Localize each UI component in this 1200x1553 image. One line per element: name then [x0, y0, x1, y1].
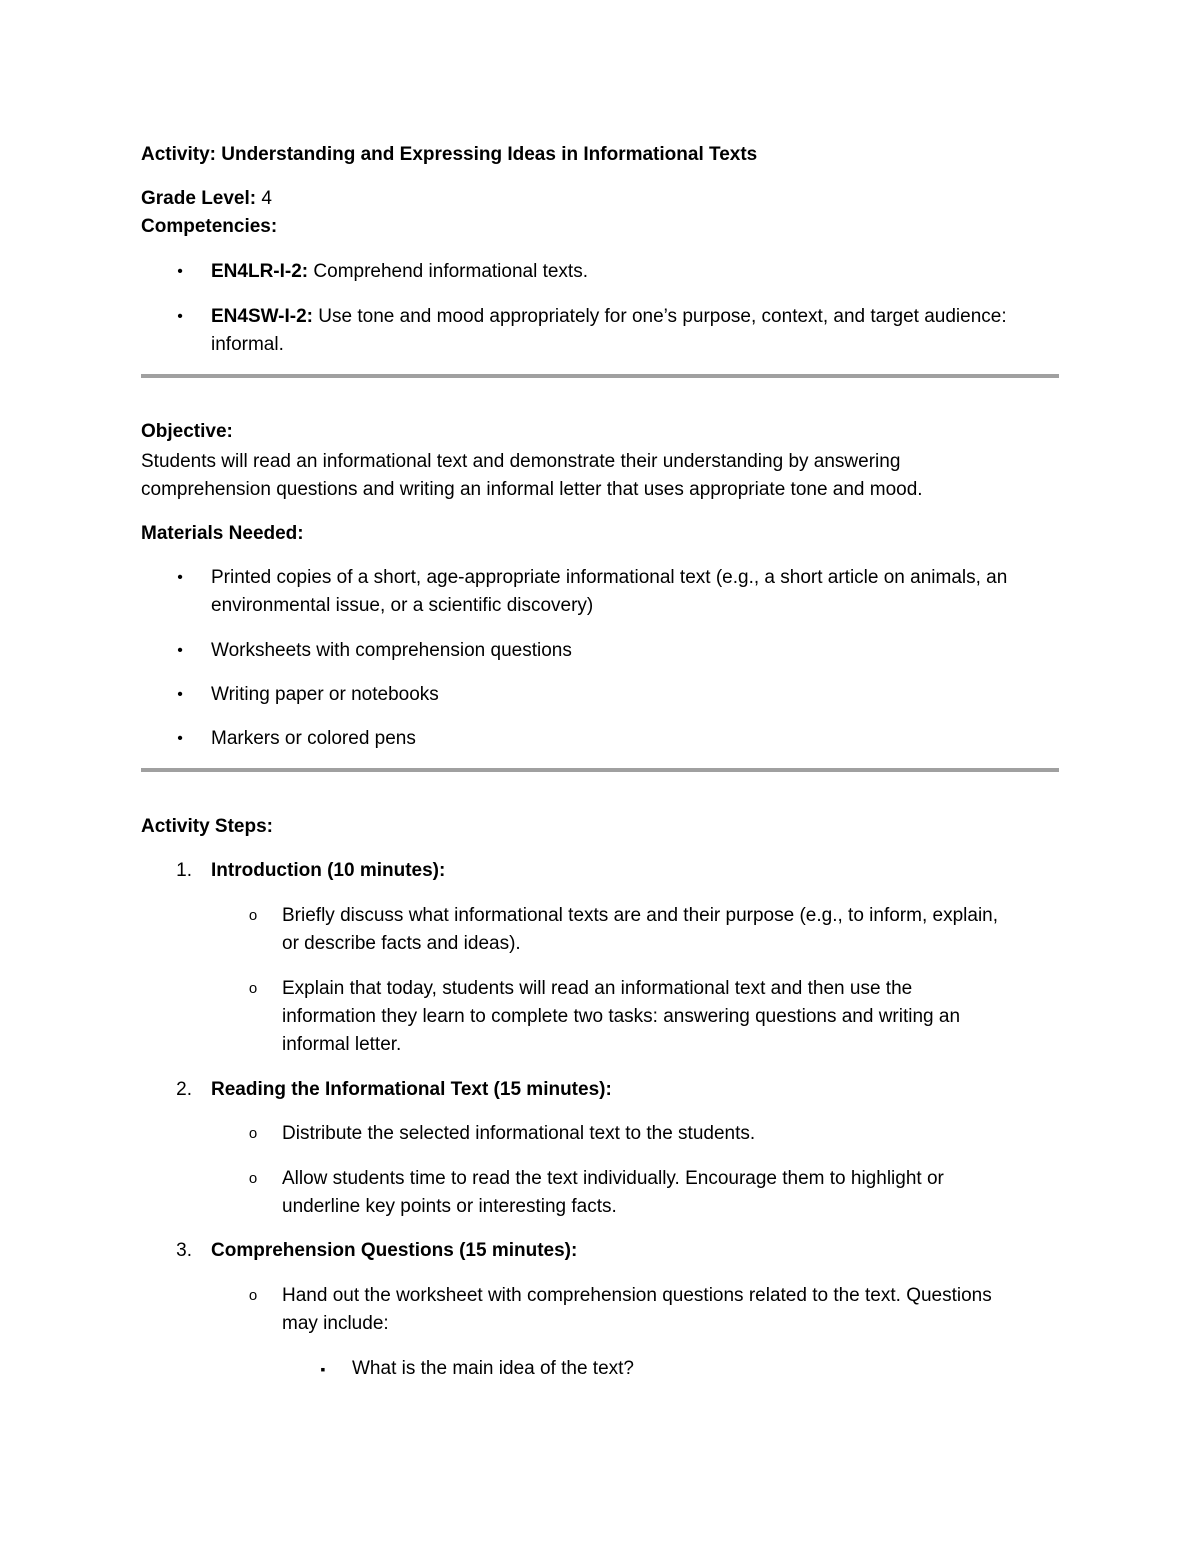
objective-text-line: comprehension questions and writing an informal letter that uses appropriate tone and mood. — [141, 479, 923, 500]
step-detail: Distribute the selected informational text to the students. — [282, 1123, 756, 1144]
step-detail: Allow students time to read the text individually. Encourage them to highlight or — [282, 1168, 944, 1189]
step-detail-continued: or describe facts and ideas). — [282, 933, 521, 954]
horizontal-rule — [141, 374, 1059, 378]
bullet-icon: • — [177, 308, 183, 325]
competencies-heading: Competencies: — [141, 216, 278, 237]
step-number: 2. — [176, 1079, 192, 1100]
step-detail-continued: informal letter. — [282, 1034, 402, 1055]
step-detail-continued: information they learn to complete two tasks: answering questions and writing an — [282, 1006, 961, 1027]
bullet-icon: • — [177, 730, 183, 747]
competency-text: Use tone and mood appropriately for one’s purpose, context, and target audience: — [318, 306, 1007, 327]
grade-value: 4 — [261, 188, 272, 209]
horizontal-rule — [141, 768, 1059, 772]
step-number: 3. — [176, 1240, 192, 1261]
title-label: Activity: — [141, 144, 216, 165]
question-item: What is the main idea of the text? — [352, 1358, 634, 1379]
document-title — [141, 141, 1059, 169]
competency-text-continued: informal. — [211, 334, 284, 355]
circle-bullet-icon: o — [248, 1125, 258, 1142]
step-detail: Briefly discuss what informational texts are and their purpose (e.g., to inform, explain, — [282, 905, 999, 926]
materials-heading: Materials Needed: — [141, 523, 304, 544]
step-detail-continued: underline key points or interesting facts. — [282, 1196, 617, 1217]
objective-text-line: Students will read an informational text and demonstrate their understanding by answering — [141, 451, 901, 472]
circle-bullet-icon: o — [248, 1287, 258, 1304]
material-item: Markers or colored pens — [211, 728, 416, 749]
grade-label: Grade Level: — [141, 188, 257, 209]
step-title: Reading the Informational Text (15 minutes): — [211, 1079, 612, 1100]
bullet-icon: • — [177, 642, 183, 659]
material-item: Worksheets with comprehension questions — [211, 640, 572, 661]
step-title: Introduction (10 minutes): — [211, 860, 446, 881]
title-text: Understanding and Expressing Ideas in Informational Texts — [221, 144, 758, 165]
objective-heading: Objective: — [141, 421, 233, 442]
step-detail: Hand out the worksheet with comprehension questions related to the text. Questions — [282, 1285, 992, 1306]
material-item-continued: environmental issue, or a scientific discovery) — [211, 595, 594, 616]
competency-item — [211, 258, 1061, 286]
competency-code: EN4SW-I-2: — [211, 306, 314, 327]
bullet-icon: • — [177, 686, 183, 703]
step-detail-continued: may include: — [282, 1313, 389, 1334]
competency-code: EN4LR-I-2: — [211, 261, 309, 282]
competency-text: Comprehend informational texts. — [313, 261, 588, 282]
bullet-icon: • — [177, 263, 183, 280]
step-detail: Explain that today, students will read an informational text and then use the — [282, 978, 913, 999]
material-item: Printed copies of a short, age-appropriate informational text (e.g., a short article on animals, an — [211, 567, 1008, 588]
circle-bullet-icon: o — [248, 980, 258, 997]
bullet-icon: • — [177, 569, 183, 586]
square-bullet-icon: ▪ — [320, 1361, 326, 1377]
circle-bullet-icon: o — [248, 907, 258, 924]
competency-item — [211, 303, 1061, 331]
grade-level — [141, 185, 1059, 213]
material-item: Writing paper or notebooks — [211, 684, 439, 705]
steps-heading: Activity Steps: — [141, 816, 273, 837]
step-title: Comprehension Questions (15 minutes): — [211, 1240, 578, 1261]
step-number: 1. — [176, 860, 192, 881]
circle-bullet-icon: o — [248, 1170, 258, 1187]
